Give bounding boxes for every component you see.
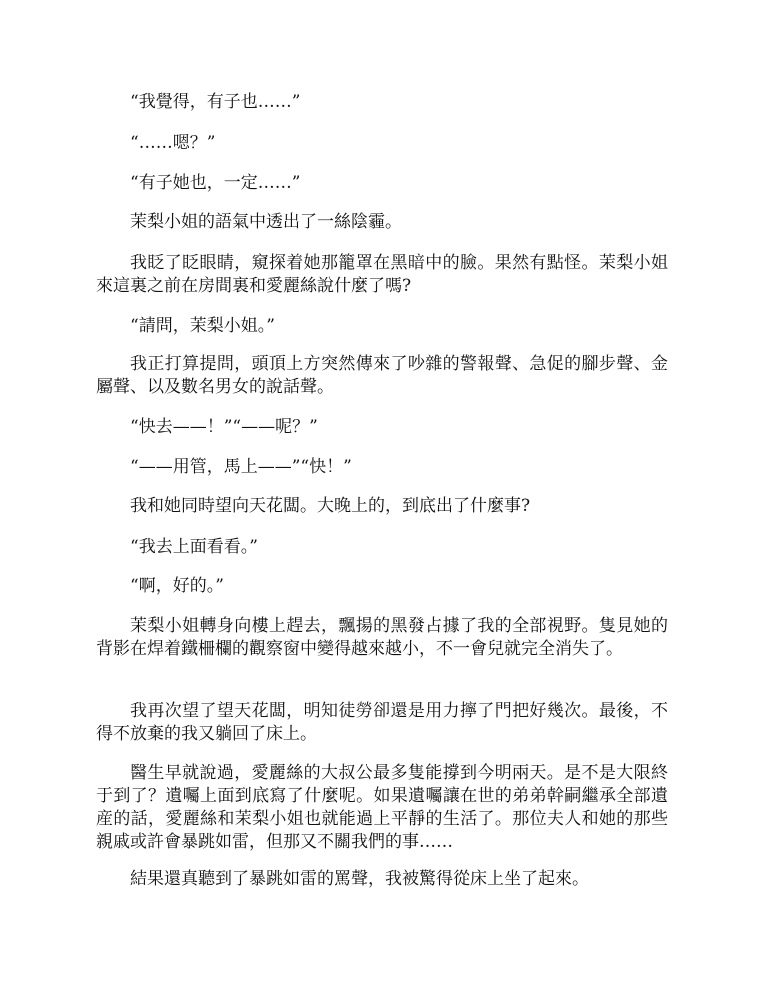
paragraph-14: 我再次望了望天花闆，明知徒勞卻還是用力擰了門把好幾次。最後，不得不放棄的我又躺回了床上。 xyxy=(96,701,668,744)
paragraph-5: 我眨了眨眼睛，窺探着她那籠罩在黑暗中的臉。果然有點怪。茉梨小姐來這裏之前在房間裏和愛麗絲說什麼了嗎? xyxy=(96,253,668,296)
paragraph-16: 結果還真聽到了暴跳如雷的罵聲，我被驚得從床上坐了起來。 xyxy=(130,869,589,889)
paragraph-2: “……嗯？” xyxy=(130,133,216,153)
paragraph-15: 醫生早就說過，愛麗絲的大叔公最多隻能撐到今明兩天。是不是大限終于到了？遺囑上面到底寫了什麼呢。如果遺囑讓在世的弟弟幹嗣繼承全部遺産的話，愛麗絲和茉梨小姐也就能過上平靜的生活了。那位夫人和她的那些親戚或許會暴跳如雷，但那又不關我們的事…… xyxy=(96,763,668,852)
paragraph-13: 茉梨小姐轉身向樓上趕去，飄揚的黑發占據了我的全部視野。隻見她的背影在焊着鐵柵欄的觀察窗中變得越來越小，不一會兒就完全消失了。 xyxy=(96,616,668,659)
paragraph-7: 我正打算提問，頭頂上方突然傳來了吵雜的警報聲、急促的腳步聲、金屬聲、以及數名男女的說話聲。 xyxy=(96,354,668,397)
paragraph-1: “我覺得，有子也……” xyxy=(130,92,301,112)
paragraph-9: “——用管，馬上——”“快！” xyxy=(130,457,352,477)
paragraph-3: “有子她也，一定……” xyxy=(130,173,301,193)
paragraph-10: 我和她同時望向天花闆。大晚上的，到底出了什麼事? xyxy=(130,496,531,516)
paragraph-12: “啊，好的。” xyxy=(130,576,224,596)
paragraph-11: “我去上面看看。” xyxy=(130,537,258,557)
paragraph-8: “快去——！”“——呢？” xyxy=(130,417,318,437)
paragraph-4: 茉梨小姐的語氣中透出了一絲陰霾。 xyxy=(130,212,402,232)
paragraph-6: “請問，茉梨小姐。” xyxy=(130,316,275,336)
